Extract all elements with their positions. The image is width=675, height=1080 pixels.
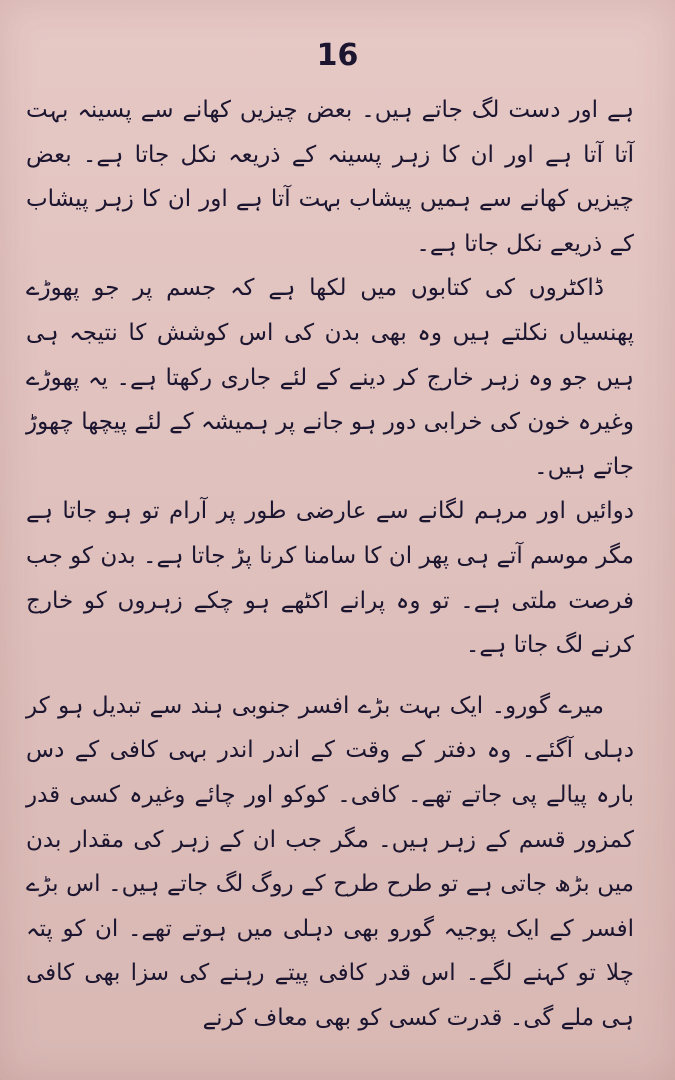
paragraph-3: دوائیں اور مرہم لگانے سے عارضی طور پر آرام تو ہو جاتا ہے مگر موسم آتے ہی پھر ان کا سامنا کرنا پڑ جاتا ہے۔ بدن کو جب فرصت ملتی ہے۔ تو وہ پرانے اکٹھے ہو چکے زہروں کو خارج کرنے لگ جاتا ہے۔ [26, 498, 634, 659]
body-text [26, 88, 634, 1040]
paragraph-4: میرے گورو۔ ایک بہت بڑے افسر جنوبی ہند سے تبدیل ہو کر دہلی آگئے۔ وہ دفتر کے وقت کے اندر اندر بہی کافی کے دس بارہ پیالے پی جاتے تھے۔ کافی۔ کوکو اور چائے وغیرہ کسی قدر کمزور قسم کے زہر ہیں۔ مگر جب ان کے زہر کی مقدار بدن میں بڑھ جاتی ہے تو طرح طرح کے روگ لگ جاتے ہیں۔ اس بڑے افسر کے ایک پوجیہ گورو بھی دہلی میں ہوتے تھے۔ ان کو پتہ چلا تو کہنے لگے۔ اس قدر کافی پیتے رہنے کی سزا بھی کافی ہی ملے گی۔ قدرت کسی کو بھی معاف کرنے [26, 692, 634, 1031]
paragraph-1: ہے اور دست لگ جاتے ہیں۔ بعض چیزیں کھانے سے پسینہ بہت آتا آتا ہے اور ان کا زہر پسینہ کے ذریعہ نکل جاتا ہے۔ بعض چیزیں کھانے سے ہمیں پیشاب بہت آتا ہے اور ان کا زہر پیشاب کے ذریعے نکل جاتا ہے۔ [26, 97, 634, 257]
page-number: 16 [316, 38, 359, 73]
paragraph-2: ڈاکٹروں کی کتابوں میں لکھا ہے کہ جسم پر جو پھوڑے پھنسیاں نکلتے ہیں وہ بھی بدن کی اس کوشش کا نتیجہ ہی ہیں جو وہ زہر خارج کر دینے کے لئے جاری رکھتا ہے۔ یہ پھوڑے وغیرہ خون کی خرابی دور ہو جانے پر ہمیشہ کے لئے پیچھا چھوڑ جاتے ہیں۔ [26, 275, 634, 480]
